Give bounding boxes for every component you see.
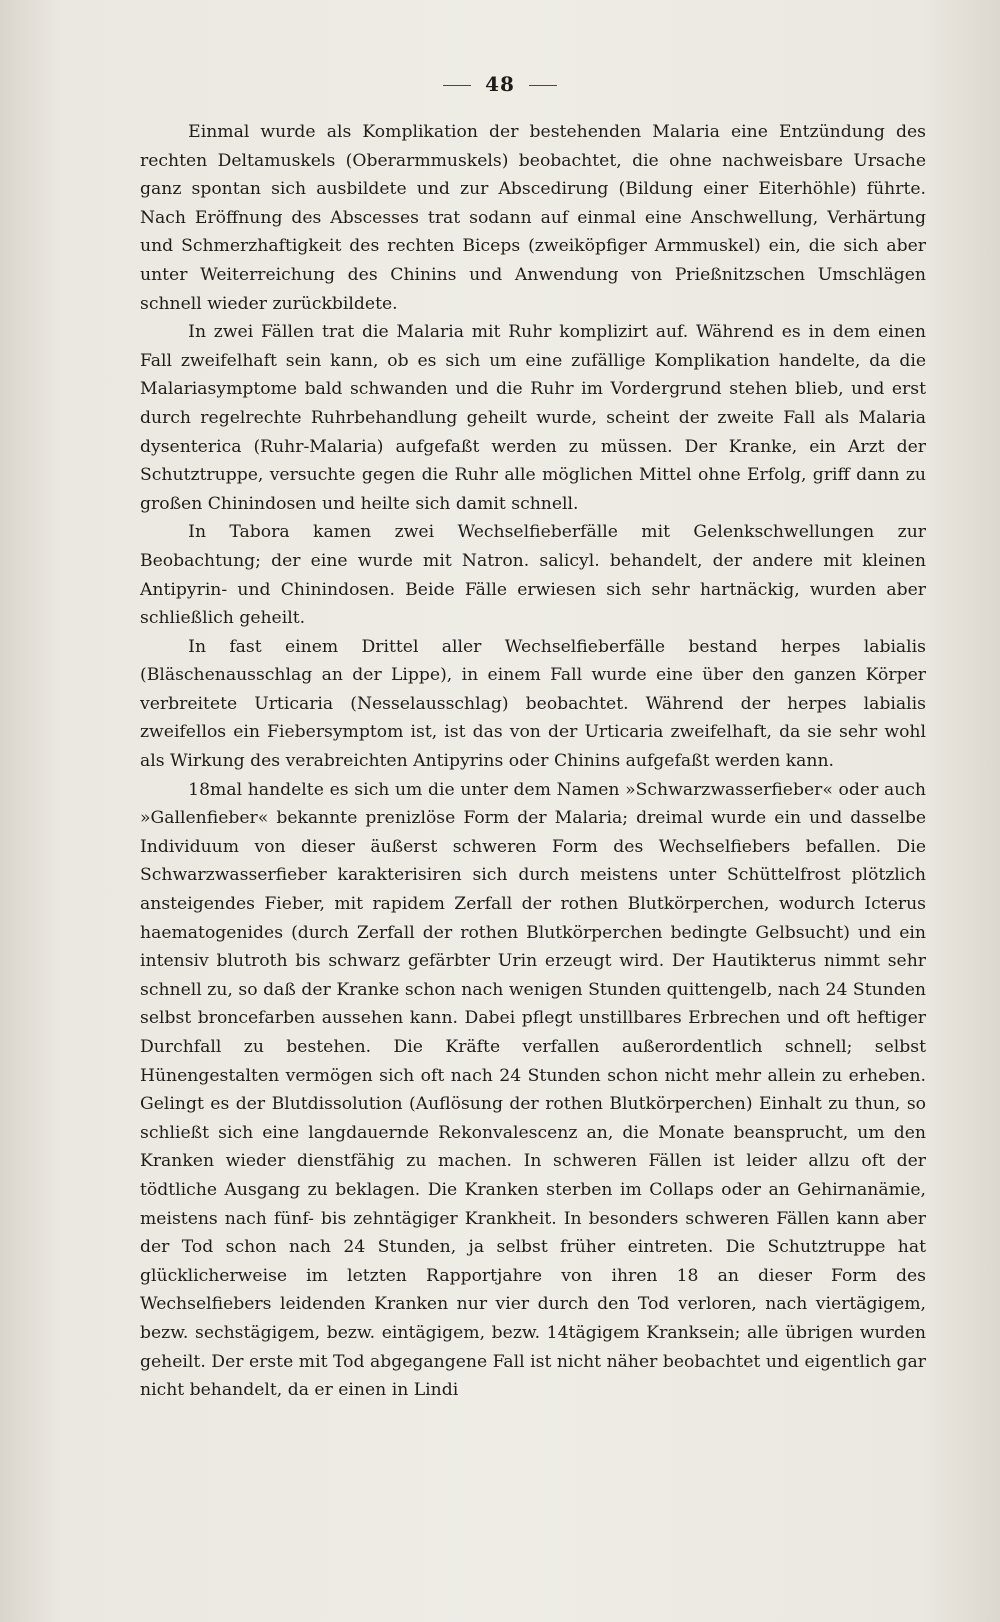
- page-header: [0, 72, 1000, 96]
- body-text: [140, 118, 926, 1405]
- paragraph: In Tabora kamen zwei Wechselfieberfälle mit Gelenkschwellungen zur Beobachtung; der eine wurde mit Natron. salicyl. behandelt, der andere mit kleinen Antipyrin- und Chinindosen. Beide Fälle erwiesen sich sehr hartnäckig, wurden aber schließlich geheilt.: [140, 522, 926, 629]
- page-number: 48: [485, 72, 515, 96]
- paragraph: In zwei Fällen trat die Malaria mit Ruhr komplizirt auf. Während es in dem einen Fall zweifelhaft sein kann, ob es sich um eine zufällige Komplikation handelte, da die Malariasymptome bald schwanden und die Ruhr im Vordergrund stehen blieb, und erst durch regelrechte Ruhrbehandlung geheilt wurde, scheint der zweite Fall als Malaria dysenterica (Ruhr-Malaria) aufgefaßt werden zu müssen. Der Kranke, ein Arzt der Schutztruppe, versuchte gegen die Ruhr alle möglichen Mittel ohne Erfolg, griff dann zu großen Chinindosen und heilte sich damit schnell.: [140, 322, 926, 514]
- header-dash-left: [443, 85, 471, 86]
- paragraph: 18mal handelte es sich um die unter dem Namen »Schwarzwasserfieber« oder auch »Gallenfieber« bekannte prenizlöse Form der Malaria; dreimal wurde ein und dasselbe Individuum von dieser äußerst schweren Form des Wechselfiebers befallen. Die Schwarzwasserfieber karakterisiren sich durch meistens unter Schüttelfrost plötzlich ansteigendes Fieber, mit rapidem Zerfall der rothen Blutkörperchen, wodurch Icterus haematogenides (durch Zerfall der rothen Blutkörperchen bedingte Gelbsucht) und ein intensiv blutroth bis schwarz gefärbter Urin erzeugt wird. Der Hautikterus nimmt sehr schnell zu, so daß der Kranke schon nach wenigen Stunden quittengelb, nach 24 Stunden selbst broncefarben aussehen kann. Dabei pflegt unstillbares Erbrechen und oft heftiger Durchfall zu bestehen. Die Kräfte verfallen außerordentlich schnell; selbst Hünengestalten vermögen sich oft nach 24 Stunden schon nicht mehr allein zu erheben. Gelingt es der Blutdissolution (Auflösung der rothen Blutkörperchen) Einhalt zu thun, so schließt sich eine langdauernde Rekonvalescenz an, die Monate beansprucht, um den Kranken wieder dienstfähig zu machen. In schweren Fällen ist leider allzu oft der tödtliche Ausgang zu beklagen. Die Kranken sterben im Collaps oder an Gehirnanämie, meistens nach fünf- bis zehntägiger Krankheit. In besonders schweren Fällen kann aber der Tod schon nach 24 Stunden, ja selbst früher eintreten. Die Schutztruppe hat glücklicherweise im letzten Rapportjahre von ihren 18 an dieser Form des Wechselfiebers leidenden Kranken nur vier durch den Tod verloren, nach viertägigem, bezw. sechstägigem, bezw. eintägigem, bezw. 14tägigem Kranksein; alle übrigen wurden geheilt. Der erste mit Tod abgegangene Fall ist nicht näher beobachtet und eigentlich gar nicht behandelt, da er einen in Lindi: [140, 779, 926, 1401]
- paragraph: In fast einem Drittel aller Wechselfieberfälle bestand herpes labialis (Bläschenausschlag an der Lippe), in einem Fall wurde eine über den ganzen Körper verbreitete Urticaria (Nesselausschlag) beobachtet. Während der herpes labialis zweifellos ein Fiebersymptom ist, ist das von der Urticaria zweifelhaft, da sie sehr wohl als Wirkung des verabreichten Antipyrins oder Chinins aufgefaßt werden kann.: [140, 636, 926, 772]
- paragraph: Einmal wurde als Komplikation der bestehenden Malaria eine Entzündung des rechten Deltamuskels (Oberarmmuskels) beobachtet, die ohne nachweisbare Ursache ganz spontan sich ausbildete und zur Abscedirung (Bildung einer Eiterhöhle) führte. Nach Eröffnung des Abscesses trat sodann auf einmal eine Anschwellung, Verhärtung und Schmerzhaftigkeit des rechten Biceps (zweiköpfiger Armmuskel) ein, die sich aber unter Weiterreichung des Chinins und Anwendung von Prießnitzschen Umschlägen schnell wieder zurückbildete.: [140, 122, 926, 314]
- header-dash-right: [529, 85, 557, 86]
